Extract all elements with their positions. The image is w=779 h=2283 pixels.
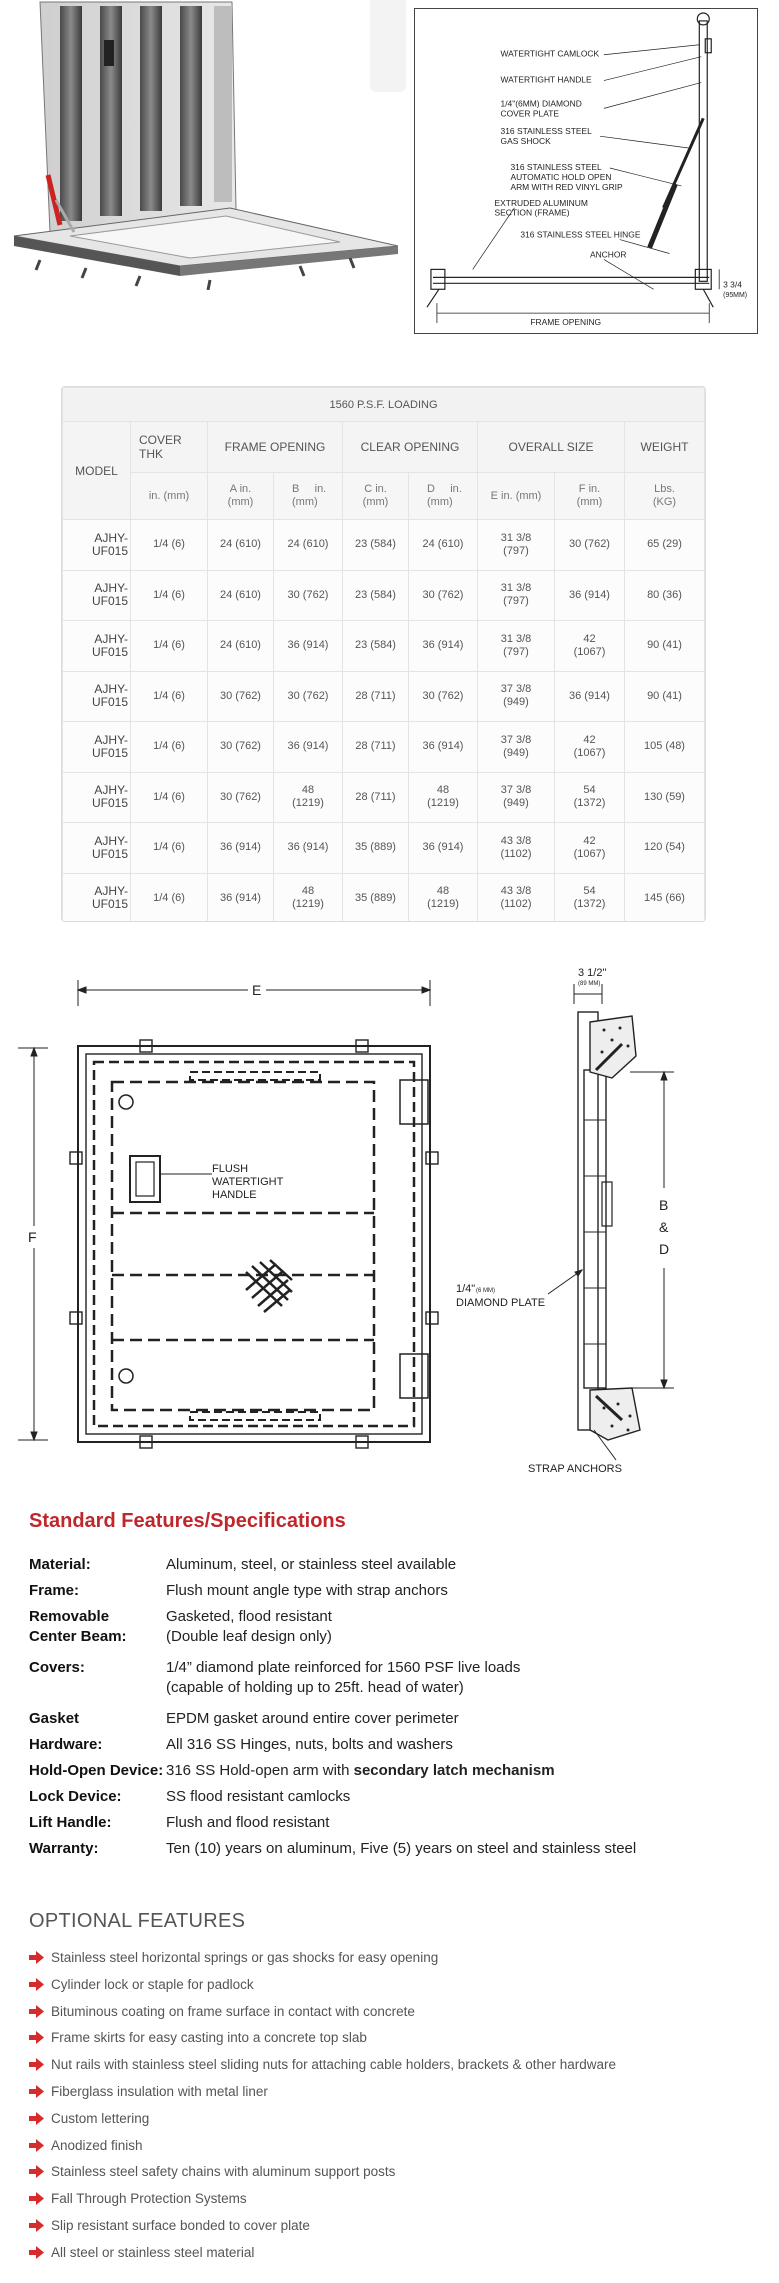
spec-key: Hardware: [29,1736,103,1753]
label-shock-2: GAS SHOCK [500,136,551,147]
note-handle-3: HANDLE [212,1189,257,1201]
spec-value: 316 SS Hold-open arm with secondary latch mechanism [166,1762,555,1779]
optional-item-label: All steel or stainless steel material [51,2244,255,2260]
dim-depth: 3 1/2" [578,967,607,979]
cell-a: 30 (762) [208,722,274,773]
label-handle: WATERTIGHT HANDLE [500,74,592,85]
sub-c: C in. (mm) [343,473,409,520]
red-arrow-icon [29,2139,44,2152]
loading-table [61,386,706,922]
table-row [63,520,705,571]
specs-title: Standard Features/Specifications [29,1510,346,1532]
label-plate-2: COVER PLATE [500,108,559,119]
sub-d: D in. (mm) [409,473,478,520]
cell-a: 24 (610) [208,570,274,621]
cell-e: 37 3/8 (949) [478,722,555,773]
spec-key: Gasket [29,1710,80,1727]
note-plate-a: 1/4" [456,1283,476,1295]
cell-model: AJHY-UF015 [63,520,131,571]
header-model: MODEL [63,422,131,520]
cell-d: 30 (762) [409,570,478,621]
cell-a: 24 (610) [208,520,274,571]
cell-model: AJHY-UF015 [63,621,131,672]
dim-b: B [659,1197,669,1213]
cell-c: 28 (711) [343,671,409,722]
optional-item-label: Fall Through Protection Systems [51,2191,247,2207]
cell-weight: 90 (41) [625,621,705,672]
spec-value: Flush and flood resistant [166,1814,330,1831]
cell-f: 36 (914) [555,671,625,722]
cell-cover: 1/4 (6) [131,823,208,874]
sub-a: A in. (mm) [208,473,274,520]
cell-d: 48 (1219) [409,772,478,823]
spec-value: Gasketed, flood resistant (Double leaf design only) [166,1608,332,1645]
plan-drawing [0,960,779,1480]
cell-a: 30 (762) [208,671,274,722]
cell-d: 36 (914) [409,722,478,773]
header-clear-opening: CLEAR OPENING [343,422,478,473]
label-frame-1: EXTRUDED ALUMINUM [494,197,588,208]
cell-f: 42 (1067) [555,823,625,874]
optional-item-label: Stainless steel safety chains with aluminum support posts [51,2164,396,2180]
spec-key: Hold-Open Device: [29,1762,164,1779]
optional-item-label: Stainless steel horizontal springs or gas shocks for easy opening [51,1950,439,1965]
cell-d: 48 (1219) [409,873,478,922]
optional-item [29,2109,749,2129]
cell-c: 28 (711) [343,722,409,773]
note-anchors: STRAP ANCHORS [528,1463,622,1475]
cell-model: AJHY-UF015 [63,671,131,722]
red-arrow-icon [29,2112,44,2125]
cell-f: 54 (1372) [555,873,625,922]
label-depth: 3 3/4 [723,279,742,290]
cell-a: 24 (610) [208,621,274,672]
dim-e: E [252,982,262,998]
spec-key: Covers: [29,1659,85,1676]
label-arm-1: 316 STAINLESS STEEL [510,162,602,173]
spec-value: Aluminum, steel, or stainless steel available [166,1556,457,1573]
cell-c: 35 (889) [343,823,409,874]
optional-item [29,2189,749,2209]
label-plate-1: 1/4"(6MM) DIAMOND [500,98,582,109]
cell-cover: 1/4 (6) [131,520,208,571]
spec-key: Material: [29,1556,91,1573]
spec-value: SS flood resistant camlocks [166,1788,351,1805]
table-row [63,873,705,922]
cell-b: 30 (762) [274,671,343,722]
cell-f: 30 (762) [555,520,625,571]
table-title: 1560 P.S.F. LOADING [63,388,705,422]
sub-b: B in. (mm) [274,473,343,520]
spec-key: Lift Handle: [29,1814,112,1831]
sub-e: E in. (mm) [478,473,555,520]
cell-f: 54 (1372) [555,772,625,823]
spec-value: EPDM gasket around entire cover perimeter [166,1710,459,1727]
cell-b: 24 (610) [274,520,343,571]
table-row [63,722,705,773]
table-row [63,621,705,672]
spec-key: Removable Center Beam: [29,1608,127,1645]
sub-weight: Lbs. (KG) [625,473,705,520]
label-anchor: ANCHOR [589,249,627,260]
cell-e: 37 3/8 (949) [478,772,555,823]
cell-cover: 1/4 (6) [131,873,208,922]
red-arrow-icon [29,2085,44,2098]
cell-b: 30 (762) [274,570,343,621]
cell-model: AJHY-UF015 [63,570,131,621]
spec-value: All 316 SS Hinges, nuts, bolts and washers [166,1736,453,1753]
cell-c: 23 (584) [343,520,409,571]
cell-a: 36 (914) [208,823,274,874]
cell-b: 48 (1219) [274,772,343,823]
cell-e: 43 3/8 (1102) [478,873,555,922]
label-camlock: WATERTIGHT CAMLOCK [500,48,600,59]
sub-cover: in. (mm) [131,473,208,520]
cell-f: 42 (1067) [555,621,625,672]
label-arm-2: AUTOMATIC HOLD OPEN [510,171,612,182]
spec-value: 1/4” diamond plate reinforced for 1560 PSF live loads (capable of holding up to 25ft. head of water) [166,1659,521,1696]
cell-d: 36 (914) [409,621,478,672]
cell-b: 36 (914) [274,823,343,874]
cell-c: 23 (584) [343,621,409,672]
optional-item [29,2082,749,2102]
dim-depth-mm: (89 MM) [578,981,601,987]
header-cover: COVER THK [131,422,208,473]
sub-f: F in. (mm) [555,473,625,520]
table-row [63,570,705,621]
label-arm-3: ARM WITH RED VINYL GRIP [510,181,623,192]
cell-d: 36 (914) [409,823,478,874]
optional-item-label: Frame skirts for easy casting into a concrete top slab [51,2030,367,2046]
optional-item [29,1975,749,1995]
dim-amp: & [659,1219,669,1235]
red-arrow-icon [29,2165,44,2178]
optional-item-label: Nut rails with stainless steel sliding nuts for attaching cable holders, brackets & other hardware [51,2057,617,2073]
cell-e: 37 3/8 (949) [478,671,555,722]
cell-b: 36 (914) [274,621,343,672]
hatch-photo [0,0,400,290]
red-arrow-icon [29,1978,44,1991]
cell-weight: 80 (36) [625,570,705,621]
red-arrow-icon [29,2031,44,2044]
optional-item-label: Fiberglass insulation with metal liner [51,2084,268,2099]
spec-value: Flush mount angle type with strap anchors [166,1582,448,1599]
cell-cover: 1/4 (6) [131,722,208,773]
cell-weight: 65 (29) [625,520,705,571]
cell-model: AJHY-UF015 [63,873,131,922]
red-arrow-icon [29,2058,44,2071]
spec-key: Warranty: [29,1840,99,1857]
cell-e: 31 3/8 (797) [478,570,555,621]
cell-model: AJHY-UF015 [63,823,131,874]
red-arrow-icon [29,2005,44,2018]
cell-f: 36 (914) [555,570,625,621]
header-weight: WEIGHT [625,422,705,473]
cell-b: 36 (914) [274,722,343,773]
header-overall-size: OVERALL SIZE [478,422,625,473]
note-plate-mm: (6 MM) [476,1288,495,1294]
optional-item [29,2162,749,2182]
cell-c: 28 (711) [343,772,409,823]
optional-item-label: Anodized finish [51,2137,143,2153]
label-depth-mm: (95MM) [723,292,748,300]
header-frame-opening: FRAME OPENING [208,422,343,473]
label-frame-2: SECTION (FRAME) [494,207,570,218]
cell-a: 30 (762) [208,772,274,823]
cell-cover: 1/4 (6) [131,570,208,621]
optional-item [29,2216,749,2236]
dim-f: F [28,1229,37,1245]
table-row [63,671,705,722]
cell-weight: 90 (41) [625,671,705,722]
table-row [63,823,705,874]
cell-d: 24 (610) [409,520,478,571]
red-arrow-icon [29,2219,44,2232]
optional-item-label: Bituminous coating on frame surface in contact with concrete [51,2003,415,2019]
spec-key: Lock Device: [29,1788,122,1805]
optional-item [29,2055,749,2075]
cell-c: 23 (584) [343,570,409,621]
cell-weight: 145 (66) [625,873,705,922]
cell-b: 48 (1219) [274,873,343,922]
label-frame-opening: FRAME OPENING [530,317,602,328]
cell-e: 31 3/8 (797) [478,621,555,672]
spec-key: Frame: [29,1582,80,1599]
cell-f: 42 (1067) [555,722,625,773]
note-handle-2: WATERTIGHT [212,1176,284,1188]
label-shock-1: 316 STAINLESS STEEL [500,126,592,137]
dim-d: D [659,1241,670,1257]
cell-cover: 1/4 (6) [131,671,208,722]
cell-weight: 105 (48) [625,722,705,773]
cell-cover: 1/4 (6) [131,772,208,823]
optional-item [29,2002,749,2022]
red-arrow-icon [29,2246,44,2259]
note-handle-1: FLUSH [212,1163,249,1175]
table-row [63,772,705,823]
optional-item-label: Custom lettering [51,2110,150,2126]
spec-value: Ten (10) years on aluminum, Five (5) years on steel and stainless steel [166,1840,637,1857]
cell-cover: 1/4 (6) [131,621,208,672]
optional-item [29,1948,749,1968]
optional-item [29,2243,749,2263]
section-diagram [414,8,758,334]
cell-a: 36 (914) [208,873,274,922]
label-hinge: 316 STAINLESS STEEL HINGE [520,229,641,240]
cell-weight: 130 (59) [625,772,705,823]
cell-e: 43 3/8 (1102) [478,823,555,874]
cell-model: AJHY-UF015 [63,772,131,823]
cell-weight: 120 (54) [625,823,705,874]
cell-d: 30 (762) [409,671,478,722]
cell-e: 31 3/8 (797) [478,520,555,571]
optional-item-label: Slip resistant surface bonded to cover plate [51,2218,310,2233]
cell-model: AJHY-UF015 [63,722,131,773]
note-plate-b: DIAMOND PLATE [456,1297,546,1309]
optional-title: OPTIONAL FEATURES [29,1910,246,1932]
cell-c: 35 (889) [343,873,409,922]
optional-item-label: Cylinder lock or staple for padlock [51,1976,254,1992]
optional-item [29,2136,749,2156]
red-arrow-icon [29,2192,44,2205]
optional-item [29,2028,749,2048]
red-arrow-icon [29,1951,44,1964]
